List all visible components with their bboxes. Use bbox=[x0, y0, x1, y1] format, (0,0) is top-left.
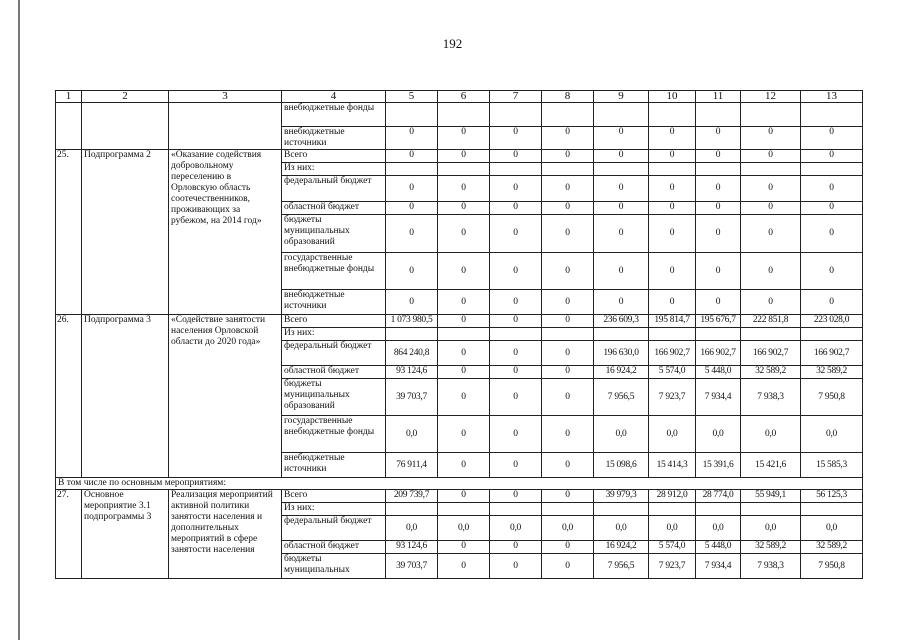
value-cell bbox=[801, 163, 863, 176]
value-cell bbox=[542, 328, 594, 341]
value-cell bbox=[386, 163, 438, 176]
value-cell: 15 098,6 bbox=[594, 453, 649, 478]
value-cell bbox=[649, 163, 696, 176]
value-cell: 15 391,6 bbox=[696, 453, 741, 478]
value-cell: 0 bbox=[741, 202, 801, 215]
value-cell: 0 bbox=[542, 341, 594, 366]
value-cell bbox=[542, 163, 594, 176]
value-cell: 0 bbox=[438, 202, 490, 215]
value-cell bbox=[438, 103, 490, 127]
row-label: областной бюджет bbox=[282, 541, 386, 554]
value-cell: 56 125,3 bbox=[801, 490, 863, 503]
value-cell bbox=[741, 103, 801, 127]
value-cell: 16 924,2 bbox=[594, 366, 649, 379]
value-cell: 32 589,2 bbox=[801, 541, 863, 554]
value-cell: 32 589,2 bbox=[741, 366, 801, 379]
row-label: федеральный бюджет bbox=[282, 176, 386, 202]
value-cell: 0 bbox=[490, 290, 542, 315]
cont-name-cell bbox=[82, 103, 169, 150]
value-cell: 7 938,3 bbox=[741, 554, 801, 579]
value-cell: 166 902,7 bbox=[741, 341, 801, 366]
value-cell bbox=[741, 328, 801, 341]
value-cell: 0 bbox=[696, 127, 741, 150]
value-cell: 0 bbox=[542, 315, 594, 328]
value-cell: 209 739,7 bbox=[386, 490, 438, 503]
value-cell: 0 bbox=[649, 150, 696, 163]
header-cell: 12 bbox=[741, 91, 801, 103]
value-cell: 0 bbox=[649, 215, 696, 253]
value-cell: 0 bbox=[649, 253, 696, 290]
value-cell bbox=[696, 103, 741, 127]
row-label: государственные внебюджетные фонды bbox=[282, 253, 386, 290]
value-cell: 5 448,0 bbox=[696, 366, 741, 379]
value-cell: 93 124,6 bbox=[386, 541, 438, 554]
table-row bbox=[56, 490, 863, 503]
value-cell: 0,0 bbox=[649, 416, 696, 453]
value-cell: 0 bbox=[801, 215, 863, 253]
value-cell: 0,0 bbox=[801, 516, 863, 541]
value-cell: 0 bbox=[438, 150, 490, 163]
value-cell: 0 bbox=[649, 202, 696, 215]
value-cell: 196 630,0 bbox=[594, 341, 649, 366]
header-cell: 11 bbox=[696, 91, 741, 103]
value-cell bbox=[741, 503, 801, 516]
value-cell: 0,0 bbox=[594, 516, 649, 541]
value-cell: 0 bbox=[490, 366, 542, 379]
value-cell bbox=[594, 163, 649, 176]
value-cell: 0 bbox=[801, 176, 863, 202]
value-cell: 0 bbox=[649, 176, 696, 202]
value-cell: 0 bbox=[438, 416, 490, 453]
value-cell: 93 124,6 bbox=[386, 366, 438, 379]
value-cell: 195 814,7 bbox=[649, 315, 696, 328]
value-cell: 0 bbox=[649, 127, 696, 150]
value-cell bbox=[649, 328, 696, 341]
value-cell: 0 bbox=[490, 202, 542, 215]
value-cell: 0 bbox=[490, 127, 542, 150]
value-cell: 0,0 bbox=[649, 516, 696, 541]
value-cell: 166 902,7 bbox=[801, 341, 863, 366]
value-cell: 0 bbox=[438, 541, 490, 554]
value-cell: 223 028,0 bbox=[801, 315, 863, 328]
value-cell: 0,0 bbox=[542, 516, 594, 541]
value-cell: 0 bbox=[490, 253, 542, 290]
value-cell bbox=[490, 103, 542, 127]
row-label: Всего bbox=[282, 150, 386, 163]
value-cell: 0 bbox=[438, 253, 490, 290]
value-cell: 0 bbox=[438, 341, 490, 366]
value-cell: 0,0 bbox=[696, 416, 741, 453]
value-cell: 0 bbox=[542, 541, 594, 554]
value-cell: 0 bbox=[490, 541, 542, 554]
header-cell: 9 bbox=[594, 91, 649, 103]
value-cell: 0 bbox=[741, 176, 801, 202]
value-cell bbox=[801, 103, 863, 127]
value-cell: 0 bbox=[542, 416, 594, 453]
value-cell bbox=[594, 503, 649, 516]
value-cell: 39 979,3 bbox=[594, 490, 649, 503]
value-cell: 0 bbox=[741, 290, 801, 315]
value-cell: 0 bbox=[490, 416, 542, 453]
value-cell: 0 bbox=[542, 176, 594, 202]
value-cell: 0 bbox=[542, 150, 594, 163]
value-cell: 32 589,2 bbox=[741, 541, 801, 554]
value-cell bbox=[594, 103, 649, 127]
value-cell: 0 bbox=[542, 490, 594, 503]
row-label: областной бюджет bbox=[282, 202, 386, 215]
value-cell: 0,0 bbox=[801, 416, 863, 453]
value-cell: 0 bbox=[386, 150, 438, 163]
row-label: Из них: bbox=[282, 328, 386, 341]
value-cell: 15 585,3 bbox=[801, 453, 863, 478]
value-cell: 0 bbox=[801, 290, 863, 315]
value-cell: 0 bbox=[594, 176, 649, 202]
table-row bbox=[56, 150, 863, 163]
value-cell: 76 911,4 bbox=[386, 453, 438, 478]
value-cell: 28 912,0 bbox=[649, 490, 696, 503]
table-row bbox=[56, 315, 863, 328]
value-cell: 0 bbox=[386, 202, 438, 215]
program-description: «Оказание содействия добровольному переселению в Орловскую область соотечественников, проживающих за рубежом, на 2014 год» bbox=[169, 150, 282, 315]
value-cell: 0 bbox=[386, 290, 438, 315]
value-cell: 7 934,4 bbox=[696, 554, 741, 579]
value-cell bbox=[594, 328, 649, 341]
value-cell: 7 956,5 bbox=[594, 554, 649, 579]
value-cell: 195 676,7 bbox=[696, 315, 741, 328]
value-cell: 0 bbox=[542, 366, 594, 379]
value-cell: 0 bbox=[438, 366, 490, 379]
value-cell: 0 bbox=[542, 215, 594, 253]
value-cell bbox=[542, 103, 594, 127]
row-number: 27. bbox=[56, 490, 82, 579]
header-cell: 5 bbox=[386, 91, 438, 103]
header-cell: 6 bbox=[438, 91, 490, 103]
table-body bbox=[56, 91, 863, 579]
value-cell: 0 bbox=[490, 150, 542, 163]
value-cell: 0 bbox=[438, 127, 490, 150]
value-cell bbox=[649, 103, 696, 127]
value-cell bbox=[438, 163, 490, 176]
program-name: Подпрограмма 2 bbox=[82, 150, 169, 315]
row-label: внебюджетные источники bbox=[282, 290, 386, 315]
value-cell: 15 421,6 bbox=[741, 453, 801, 478]
row-label: государственные внебюджетные фонды bbox=[282, 416, 386, 453]
program-name: Основное мероприятие 3.1 подпрограммы 3 bbox=[82, 490, 169, 579]
value-cell bbox=[649, 503, 696, 516]
value-cell: 0 bbox=[438, 215, 490, 253]
table-row bbox=[56, 103, 863, 127]
header-cell: 7 bbox=[490, 91, 542, 103]
value-cell: 0,0 bbox=[741, 516, 801, 541]
row-label: федеральный бюджет bbox=[282, 341, 386, 366]
value-cell: 0 bbox=[490, 176, 542, 202]
value-cell: 0 bbox=[490, 341, 542, 366]
value-cell: 0 bbox=[438, 176, 490, 202]
value-cell: 7 938,3 bbox=[741, 379, 801, 416]
value-cell bbox=[386, 503, 438, 516]
value-cell: 0,0 bbox=[386, 516, 438, 541]
value-cell: 0 bbox=[490, 490, 542, 503]
value-cell: 7 950,8 bbox=[801, 554, 863, 579]
cont-desc-cell bbox=[169, 103, 282, 150]
value-cell bbox=[696, 503, 741, 516]
budget-table bbox=[55, 90, 863, 579]
header-cell: 10 bbox=[649, 91, 696, 103]
value-cell: 0 bbox=[438, 554, 490, 579]
value-cell: 0 bbox=[594, 253, 649, 290]
header-cell: 8 bbox=[542, 91, 594, 103]
value-cell: 0 bbox=[542, 554, 594, 579]
value-cell: 0,0 bbox=[696, 516, 741, 541]
value-cell: 7 934,4 bbox=[696, 379, 741, 416]
value-cell: 0 bbox=[801, 253, 863, 290]
header-cell: 4 bbox=[282, 91, 386, 103]
section-label: В том числе по основным мероприятиям: bbox=[56, 478, 863, 490]
value-cell: 0 bbox=[594, 127, 649, 150]
row-label: внебюджетные источники bbox=[282, 453, 386, 478]
program-description: Реализация мероприятий активной политики занятости населения и дополнительных мероприятий в сфере занятости населения bbox=[169, 490, 282, 579]
value-cell: 0 bbox=[801, 127, 863, 150]
header-cell: 2 bbox=[82, 91, 169, 103]
value-cell: 0 bbox=[594, 290, 649, 315]
value-cell: 0 bbox=[801, 202, 863, 215]
header-cell: 13 bbox=[801, 91, 863, 103]
program-description: «Содействие занятости населения Орловской области до 2020 года» bbox=[169, 315, 282, 478]
row-label: областной бюджет bbox=[282, 366, 386, 379]
value-cell: 0 bbox=[386, 253, 438, 290]
value-cell: 0 bbox=[542, 453, 594, 478]
value-cell bbox=[386, 328, 438, 341]
program-name: Подпрограмма 3 bbox=[82, 315, 169, 478]
value-cell: 0 bbox=[696, 253, 741, 290]
value-cell: 0 bbox=[438, 453, 490, 478]
value-cell bbox=[490, 163, 542, 176]
row-label: Из них: bbox=[282, 163, 386, 176]
row-number: 25. bbox=[56, 150, 82, 315]
value-cell: 0 bbox=[594, 150, 649, 163]
value-cell: 7 923,7 bbox=[649, 554, 696, 579]
value-cell: 0,0 bbox=[386, 416, 438, 453]
value-cell: 0,0 bbox=[741, 416, 801, 453]
value-cell: 16 924,2 bbox=[594, 541, 649, 554]
value-cell bbox=[801, 503, 863, 516]
value-cell: 0 bbox=[490, 453, 542, 478]
value-cell: 0,0 bbox=[594, 416, 649, 453]
value-cell bbox=[741, 163, 801, 176]
row-label: Всего bbox=[282, 315, 386, 328]
value-cell: 32 589,2 bbox=[801, 366, 863, 379]
value-cell: 0 bbox=[542, 127, 594, 150]
row-label: бюджеты муниципальных образований bbox=[282, 215, 386, 253]
value-cell: 0,0 bbox=[438, 516, 490, 541]
value-cell: 39 703,7 bbox=[386, 554, 438, 579]
value-cell: 0 bbox=[438, 490, 490, 503]
value-cell bbox=[438, 328, 490, 341]
value-cell: 0 bbox=[386, 127, 438, 150]
value-cell bbox=[542, 503, 594, 516]
value-cell: 5 574,0 bbox=[649, 541, 696, 554]
row-label: федеральный бюджет bbox=[282, 516, 386, 541]
value-cell: 15 414,3 bbox=[649, 453, 696, 478]
value-cell bbox=[438, 503, 490, 516]
row-label: бюджеты муниципальных bbox=[282, 554, 386, 579]
value-cell: 0 bbox=[741, 253, 801, 290]
value-cell: 0,0 bbox=[490, 516, 542, 541]
value-cell: 0 bbox=[542, 253, 594, 290]
value-cell: 0 bbox=[438, 315, 490, 328]
row-label: Всего bbox=[282, 490, 386, 503]
value-cell bbox=[801, 328, 863, 341]
section-row bbox=[56, 478, 863, 490]
value-cell: 5 448,0 bbox=[696, 541, 741, 554]
value-cell: 0 bbox=[696, 202, 741, 215]
value-cell: 0 bbox=[386, 215, 438, 253]
value-cell: 0 bbox=[741, 215, 801, 253]
row-label: внебюджетные фонды bbox=[282, 103, 386, 127]
value-cell bbox=[490, 328, 542, 341]
page-number: 192 bbox=[442, 36, 463, 51]
value-cell: 7 950,8 bbox=[801, 379, 863, 416]
value-cell: 7 956,5 bbox=[594, 379, 649, 416]
value-cell: 0 bbox=[438, 379, 490, 416]
value-cell: 0 bbox=[386, 176, 438, 202]
page-edge-line bbox=[18, 0, 20, 640]
value-cell: 236 609,3 bbox=[594, 315, 649, 328]
value-cell: 0 bbox=[696, 290, 741, 315]
cont-num-cell bbox=[56, 103, 82, 150]
value-cell: 0 bbox=[741, 127, 801, 150]
value-cell: 7 923,7 bbox=[649, 379, 696, 416]
value-cell: 1 073 980,5 bbox=[386, 315, 438, 328]
value-cell: 0 bbox=[741, 150, 801, 163]
value-cell: 55 949,1 bbox=[741, 490, 801, 503]
row-label: бюджеты муниципальных образований bbox=[282, 379, 386, 416]
value-cell bbox=[386, 103, 438, 127]
row-label: Из них: bbox=[282, 503, 386, 516]
value-cell: 0 bbox=[542, 202, 594, 215]
row-number: 26. bbox=[56, 315, 82, 478]
value-cell: 0 bbox=[490, 215, 542, 253]
row-label: внебюджетные источники bbox=[282, 127, 386, 150]
value-cell: 0 bbox=[594, 202, 649, 215]
header-cell: 1 bbox=[56, 91, 82, 103]
value-cell: 0 bbox=[490, 315, 542, 328]
value-cell: 0 bbox=[801, 150, 863, 163]
value-cell: 28 774,0 bbox=[696, 490, 741, 503]
value-cell: 166 902,7 bbox=[649, 341, 696, 366]
header-row bbox=[56, 91, 863, 103]
value-cell: 0 bbox=[542, 379, 594, 416]
value-cell: 0 bbox=[696, 215, 741, 253]
value-cell: 0 bbox=[438, 290, 490, 315]
value-cell bbox=[490, 503, 542, 516]
value-cell: 0 bbox=[490, 554, 542, 579]
value-cell: 0 bbox=[490, 379, 542, 416]
value-cell bbox=[696, 328, 741, 341]
value-cell: 0 bbox=[696, 150, 741, 163]
value-cell: 166 902,7 bbox=[696, 341, 741, 366]
value-cell: 39 703,7 bbox=[386, 379, 438, 416]
value-cell: 0 bbox=[649, 290, 696, 315]
header-cell: 3 bbox=[169, 91, 282, 103]
value-cell bbox=[696, 163, 741, 176]
value-cell: 864 240,8 bbox=[386, 341, 438, 366]
value-cell: 0 bbox=[542, 290, 594, 315]
value-cell: 5 574,0 bbox=[649, 366, 696, 379]
value-cell: 0 bbox=[696, 176, 741, 202]
value-cell: 222 851,8 bbox=[741, 315, 801, 328]
value-cell: 0 bbox=[594, 215, 649, 253]
